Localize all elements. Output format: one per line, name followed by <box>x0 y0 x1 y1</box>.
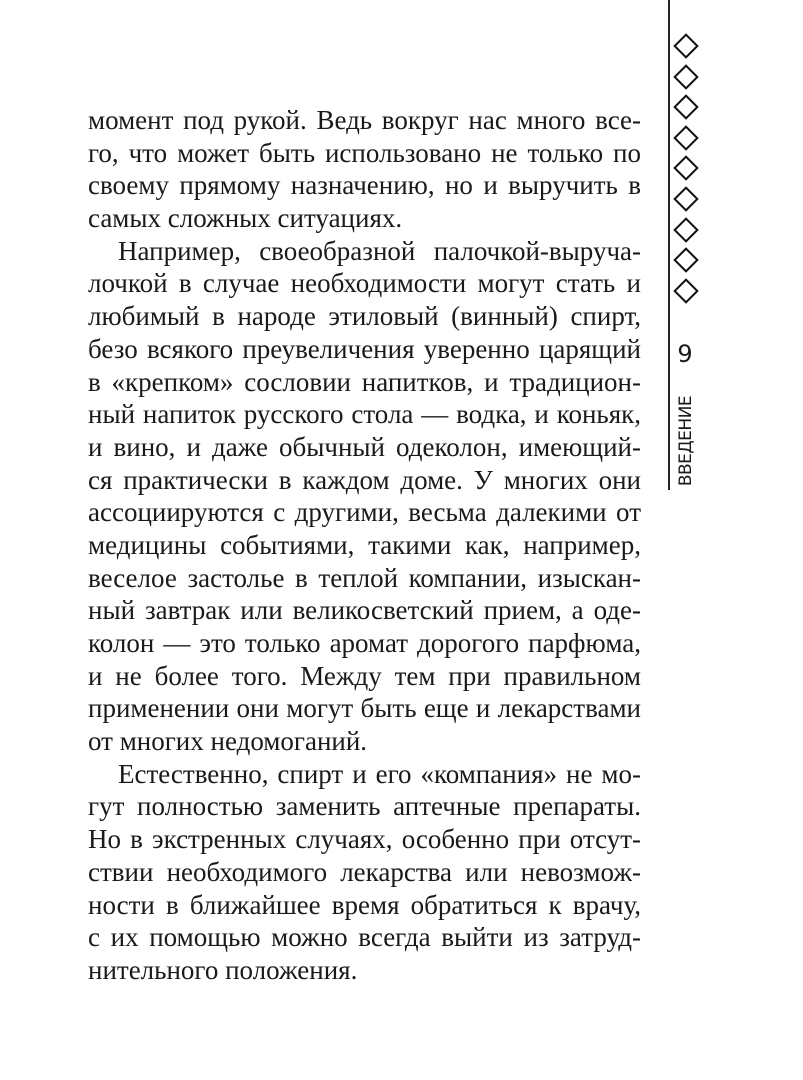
diamond-icon <box>673 125 698 150</box>
text-line: самых сложных ситуациях. <box>88 203 403 234</box>
text-line: своему прямому назначению, но и выручить в <box>88 170 641 201</box>
diamond-ornament <box>674 37 695 312</box>
text-line: от многих недомоганий. <box>88 726 368 757</box>
text-line: безо всякого преувеличения уверенно царящий <box>88 333 641 364</box>
text-line: ся практически в каждом доме. У многих они <box>88 464 641 495</box>
text-line: Например, своеобразной палочкой-выруча- <box>118 235 641 266</box>
text-line: и не более того. Между тем при правильном <box>88 660 641 691</box>
paragraph <box>88 235 641 758</box>
diamond-icon <box>673 94 698 119</box>
text-line: ный завтрак или великосветский прием, а оде- <box>88 595 641 626</box>
text-line: колон — это только аромат дорогого парфюма, <box>88 628 641 658</box>
text-line: ассоциируются с другими, весьма далекими от <box>88 497 641 528</box>
text-line: момент под рукой. Ведь вокруг нас много все- <box>88 105 641 135</box>
text-line: Но в экстренных случаях, особенно при отсут- <box>88 824 641 855</box>
text-line: гут полностью заменить аптечные препараты. <box>88 791 641 822</box>
paragraph <box>88 758 641 987</box>
section-title: ВВЕДЕНИЕ <box>676 395 696 487</box>
diamond-icon <box>673 217 698 242</box>
text-line: Естественно, спирт и его «компания» не мо- <box>118 758 641 789</box>
text-line: в «крепком» сословии напитков, и традицион- <box>88 366 641 397</box>
text-line: ности в ближайшее время обратиться к врачу, <box>88 889 641 920</box>
text-line: веселое застолье в теплой компании, изыскан- <box>88 562 641 593</box>
margin-rule <box>668 0 670 490</box>
body-text <box>88 104 641 987</box>
paragraph <box>88 104 641 235</box>
diamond-icon <box>673 156 698 181</box>
text-line: медицины событиями, такими как, например, <box>88 529 641 560</box>
page-number: 9 <box>677 340 693 368</box>
diamond-icon <box>673 186 698 211</box>
diamond-icon <box>673 247 698 272</box>
text-line: применении они могут быть еще и лекарствами <box>88 693 641 724</box>
text-line: ный напиток русского стола — водка, и коньяк, <box>88 399 641 430</box>
diamond-icon <box>673 64 698 89</box>
diamond-icon <box>673 33 698 58</box>
text-line: любимый в народе этиловый (винный) спирт, <box>88 301 641 332</box>
text-line: го, что может быть использовано не только по <box>88 137 641 168</box>
text-line: лочкой в случае необходимости могут стать и <box>88 268 641 299</box>
diamond-icon <box>673 278 698 303</box>
text-line: нительного положения. <box>88 954 358 985</box>
text-line: ствии необходимого лекарства или невозмож- <box>88 856 641 887</box>
text-line: с их помощью можно всегда выйти из затруд- <box>88 922 641 953</box>
text-line: и вино, и даже обычный одеколон, имеющий- <box>88 431 641 462</box>
